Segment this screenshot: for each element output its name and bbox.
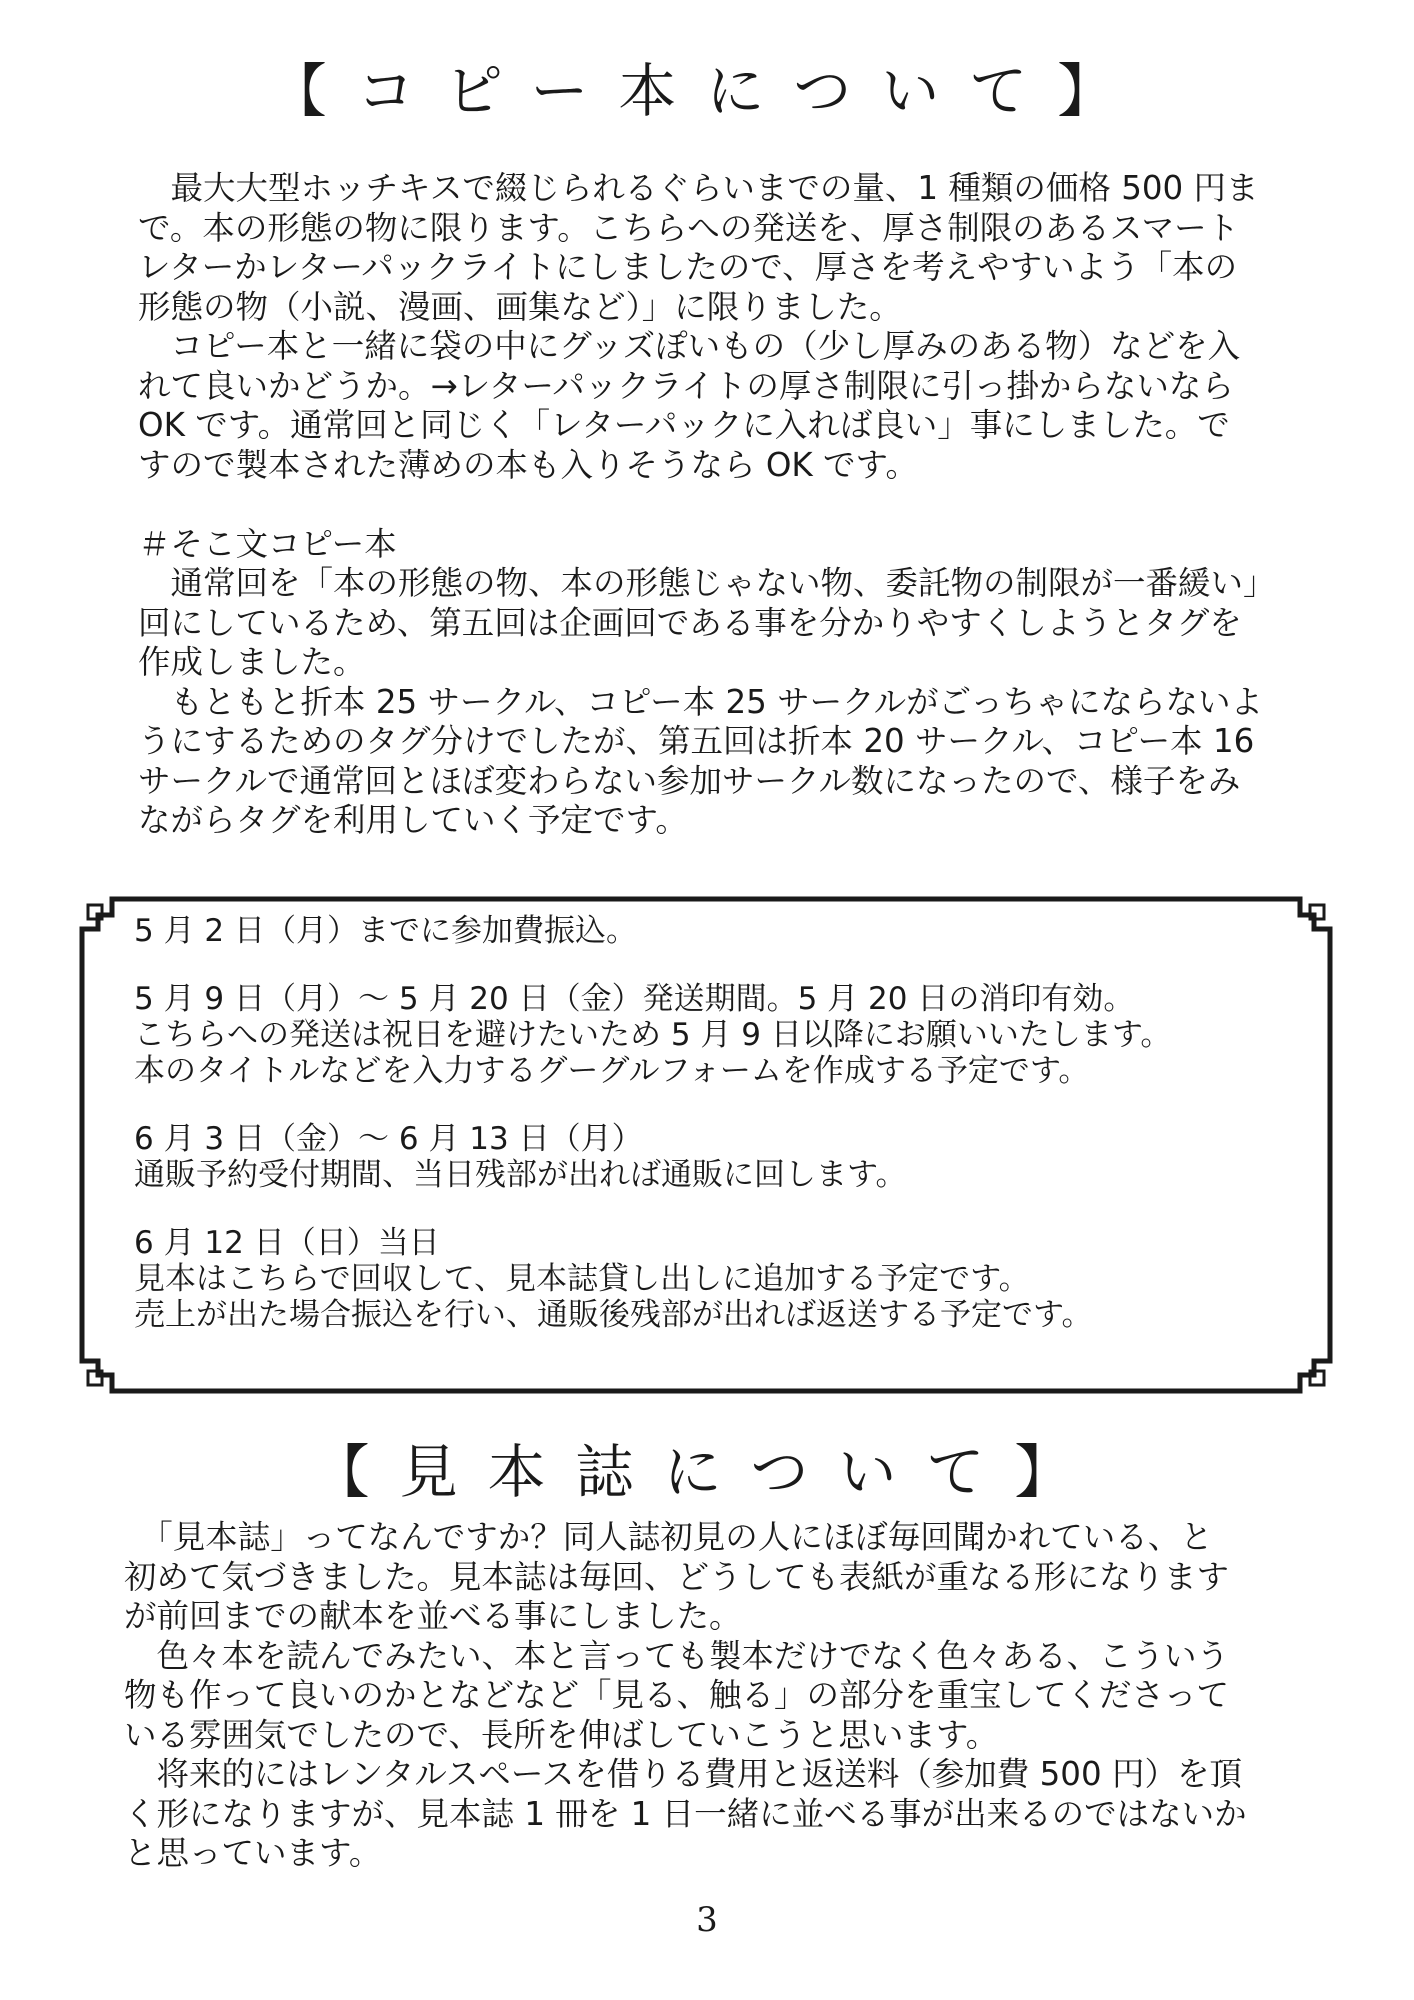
body-line: 将来的にはレンタルスペースを借りる費用と返送料（参加費 500 円）を頂: [124, 1755, 1242, 1793]
body-line: 最大大型ホッチキスで綴じられるぐらいまでの量、1 種類の価格 500 円ま: [138, 169, 1259, 207]
body-line: OK です。通常回と同じく「レターパックに入れば良い」事にしました。で: [138, 406, 1230, 444]
body-line: 作成しました。: [138, 643, 366, 681]
body-line: いる雰囲気でしたので、長所を伸ばしていこうと思います。: [124, 1715, 999, 1754]
body-line: 初めて気づきました。見本誌は毎回、どうしても表紙が重なる形になります: [124, 1557, 1230, 1596]
schedule-line: 5 月 2 日（月）までに参加費振込。: [134, 913, 638, 949]
schedule-line: 通販予約受付期間、当日残部が出れば通販に回します。: [134, 1157, 907, 1193]
schedule-line: 5 月 9 日（月）～ 5 月 20 日（金）発送期間。5 月 20 日の消印有効。: [134, 981, 1135, 1017]
body-line: 回にしているため、第五回は企画回である事を分かりやすくしようとタグを: [138, 603, 1242, 642]
schedule-line: 見本はこちらで回収して、見本誌貸し出しに追加する予定です。: [134, 1261, 1030, 1297]
sample-book-heading: 【見本誌について】: [311, 1438, 1103, 1506]
schedule-line: 本のタイトルなどを入力するグーグルフォームを作成する予定です。: [134, 1053, 1090, 1089]
body-line: うにするためのタグ分けでしたが、第五回は折本 20 サークル、コピー本 16: [138, 722, 1255, 760]
body-line: コピー本と一緒に袋の中にグッズぽいもの（少し厚みのある物）などを入: [138, 327, 1241, 365]
schedule-line: 売上が出た場合振込を行い、通販後残部が出れば返送する予定です。: [134, 1297, 1093, 1333]
body-line: 通常回を「本の形態の物、本の形態じゃない物、委託物の制限が一番緩い」: [138, 564, 1276, 602]
sample-book-body: [124, 1518, 1247, 1874]
body-line: 形態の物（小説、漫画、画集など）」に限りました。: [138, 287, 902, 326]
page-number: 3: [696, 1900, 718, 1940]
copy-book-heading: 【コピー本について】: [268, 57, 1146, 125]
body-line: で。本の形態の物に限ります。こちらへの発送を、厚さ制限のあるスマート: [138, 208, 1240, 247]
body-line: 色々本を読んでみたい、本と言っても製本だけでなく色々ある、こういう: [124, 1636, 1230, 1675]
body-line: すので製本された薄めの本も入りそうなら OK です。: [138, 445, 918, 484]
schedule-box: [78, 895, 1334, 1395]
schedule-text: [134, 913, 1171, 1333]
body-line: が前回までの献本を並べる事にしました。: [124, 1597, 742, 1635]
body-line: れて良いかどうか。→レターパックライトの厚さ制限に引っ掛からないなら: [138, 366, 1234, 405]
body-line: ながらタグを利用していく予定です。: [138, 801, 688, 839]
schedule-line: 6 月 12 日（日）当日: [134, 1225, 440, 1261]
body-line: 「見本誌」ってなんですか？同人誌初見の人にほぼ毎回聞かれている、と: [124, 1518, 1213, 1556]
hashtag-label: ＃そこ文コピー本: [138, 524, 397, 563]
copy-book-body: [138, 169, 1276, 841]
body-line: もともと折本 25 サークル、コピー本 25 サークルがごっちゃにならないよ: [138, 682, 1264, 721]
schedule-line: こちらへの発送は祝日を避けたいため 5 月 9 日以降にお願いいたします。: [134, 1017, 1172, 1053]
body-line: と思っています。: [124, 1834, 382, 1872]
body-line: く形になりますが、見本誌 1 冊を 1 日一緒に並べる事が出来るのではないか: [124, 1794, 1247, 1833]
body-line: レターかレターパックライトにしましたので、厚さを考えやすいよう「本の: [138, 248, 1238, 286]
schedule-line: 6 月 3 日（金）～ 6 月 13 日（月）: [134, 1121, 643, 1157]
body-line: 物も作って良いのかとなどなど「見る、触る」の部分を重宝してくださって: [124, 1676, 1230, 1714]
body-line: サークルで通常回とほぼ変わらない参加サークル数になったので、様子をみ: [138, 761, 1241, 800]
